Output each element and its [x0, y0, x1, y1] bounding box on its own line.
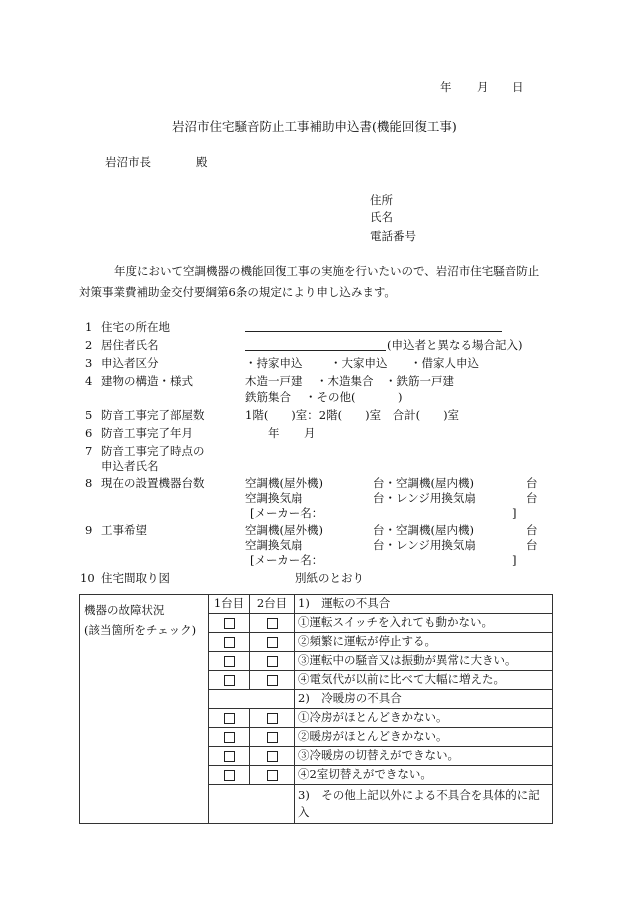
item-6-number: 6 — [85, 426, 93, 440]
addressee-honorific: 殿 — [196, 155, 208, 169]
malfunction-label: 機器の故障状況 — [84, 603, 165, 617]
checkbox-unit-2[interactable] — [267, 770, 278, 781]
item-7-number: 7 — [85, 444, 93, 458]
item-2-underline — [245, 350, 386, 351]
malfunction-status-table — [79, 594, 553, 824]
unit-1-cell — [209, 766, 250, 785]
item-8-maker-close: ] — [512, 506, 517, 520]
item-7-label-2: 申込者氏名 — [101, 459, 159, 473]
item-9-indoor-unit: 台・空調機(屋内機) — [373, 523, 474, 537]
section-empty-cell — [209, 690, 295, 709]
checkbox-unit-2[interactable] — [267, 637, 278, 648]
item-1-label: 住宅の所在地 — [101, 320, 170, 334]
item-8-outdoor-unit: 空調機(屋外機) — [245, 476, 323, 490]
item-4-option-other: ・その他( — [305, 390, 356, 404]
table-row-text: 2) 冷暖房の不具合 — [295, 690, 553, 709]
checkbox-unit-1[interactable] — [224, 675, 235, 686]
unit-1-cell — [209, 614, 250, 633]
applicant-phone-label: 電話番号 — [370, 229, 416, 243]
item-5-room-counts: 1階( )室：2階( )室 合計( )室 — [245, 408, 460, 422]
checkbox-unit-2[interactable] — [267, 732, 278, 743]
unit-1-cell — [209, 652, 250, 671]
item-8-number: 8 — [85, 476, 93, 490]
item-4-option-wood-collective: ・木造集合 — [316, 374, 374, 388]
item-7-label: 防音工事完了時点の — [101, 444, 205, 458]
checkbox-unit-2[interactable] — [267, 713, 278, 724]
item-9-range-hood: 台・レンジ用換気扇 — [373, 538, 476, 552]
item-5-label: 防音工事完了部屋数 — [101, 408, 205, 422]
checkbox-unit-1[interactable] — [224, 770, 235, 781]
checkbox-unit-1[interactable] — [224, 732, 235, 743]
unit-2-cell — [250, 671, 295, 690]
item-8-range-hood-count: 台 — [526, 491, 538, 505]
checkbox-unit-2[interactable] — [267, 656, 278, 667]
item-2-number: 2 — [85, 338, 93, 352]
unit-1-cell — [209, 709, 250, 728]
item-3-option-landlord: ・大家申込 — [330, 356, 388, 370]
item-8-label: 現在の設置機器台数 — [101, 476, 205, 490]
date-day: 日 — [512, 80, 524, 94]
item-9-ventilation-fan: 空調換気扇 — [245, 538, 303, 552]
item-9-range-hood-count: 台 — [526, 538, 538, 552]
item-3-number: 3 — [85, 356, 93, 370]
item-4-label: 建物の構造・様式 — [101, 374, 193, 388]
item-6-label: 防音工事完了年月 — [101, 426, 193, 440]
unit-2-cell — [250, 633, 295, 652]
item-10-value: 別紙のとおり — [295, 571, 364, 585]
item-6-year: 年 — [268, 426, 280, 440]
unit-2-cell — [250, 747, 295, 766]
unit-2-cell — [250, 728, 295, 747]
table-row-text: ③冷暖房の切替えができない。 — [295, 747, 553, 766]
checkbox-unit-2[interactable] — [267, 675, 278, 686]
item-4-option-other-close: ) — [398, 390, 403, 404]
checkbox-unit-1[interactable] — [224, 618, 235, 629]
table-row-text: ①冷房がほとんどきかない。 — [295, 709, 553, 728]
applicant-address-label: 住所 — [370, 193, 393, 207]
item-2-label: 居住者氏名 — [101, 338, 159, 352]
malfunction-label-cell — [80, 595, 209, 824]
table-row-text: ④2室切替えができない。 — [295, 766, 553, 785]
checkbox-unit-1[interactable] — [224, 656, 235, 667]
date-month: 月 — [477, 80, 489, 94]
item-4-option-wood-detached: 木造一戸建 — [245, 374, 303, 388]
unit-1-cell — [209, 747, 250, 766]
item-8-maker: [メーカー名： — [250, 506, 324, 520]
table-row-text: 3) その他上記以外による不具合を具体的に記入 — [295, 785, 553, 824]
table-row-text: ①運転スイッチを入れても動かない。 — [295, 614, 553, 633]
item-9-indoor-unit-count: 台 — [526, 523, 538, 537]
unit-2-cell — [250, 652, 295, 671]
table-row-text: ③運転中の騒音又は振動が異常に大きい。 — [295, 652, 553, 671]
item-5-number: 5 — [85, 408, 93, 422]
col-unit-2: 2台目 — [250, 595, 295, 614]
table-row-text: ②頻繁に運転が停止する。 — [295, 633, 553, 652]
intro-line-1: 年度において空調機器の機能回復工事の実施を行いたいので、岩沼市住宅騒音防止 — [114, 264, 540, 278]
item-9-maker-close: ] — [512, 553, 517, 567]
table-row-text: ④電気代が以前に比べて大幅に増えた。 — [295, 671, 553, 690]
checkbox-unit-1[interactable] — [224, 751, 235, 762]
section-empty-cell — [209, 785, 295, 824]
document-title: 岩沼市住宅騒音防止工事補助申込書(機能回復工事) — [172, 119, 457, 134]
item-10-number: 10 — [80, 571, 95, 585]
checkbox-unit-2[interactable] — [267, 751, 278, 762]
applicant-name-label: 氏名 — [370, 210, 393, 224]
checkbox-unit-2[interactable] — [267, 618, 278, 629]
checkbox-unit-1[interactable] — [224, 637, 235, 648]
item-9-maker: [メーカー名： — [250, 553, 324, 567]
item-8-indoor-unit-count: 台 — [526, 476, 538, 490]
addressee-name: 岩沼市長 — [105, 155, 151, 169]
unit-1-cell — [209, 633, 250, 652]
item-3-option-owner: ・持家申込 — [245, 356, 303, 370]
item-3-option-tenant: ・借家人申込 — [410, 356, 479, 370]
table-row-text: ②暖房がほとんどきかない。 — [295, 728, 553, 747]
intro-line-2: 対策事業費補助金交付要綱第6条の規定により申し込みます。 — [79, 285, 396, 299]
malfunction-sublabel: (該当箇所をチェック) — [84, 623, 197, 637]
item-9-outdoor-unit: 空調機(屋外機) — [245, 523, 323, 537]
date-year: 年 — [440, 80, 452, 94]
table-header-row — [80, 595, 553, 614]
checkbox-unit-1[interactable] — [224, 713, 235, 724]
col-unit-1: 1台目 — [209, 595, 250, 614]
item-4-number: 4 — [85, 374, 93, 388]
item-8-ventilation-fan: 空調換気扇 — [245, 491, 303, 505]
unit-1-cell — [209, 728, 250, 747]
item-1-underline — [245, 331, 502, 332]
unit-1-cell — [209, 671, 250, 690]
item-9-number: 9 — [85, 523, 93, 537]
table-row-text: 1) 運転の不具合 — [295, 595, 553, 614]
item-8-range-hood: 台・レンジ用換気扇 — [373, 491, 476, 505]
item-4-option-rc-collective: 鉄筋集合 — [245, 390, 291, 404]
item-8-indoor-unit: 台・空調機(屋内機) — [373, 476, 474, 490]
item-4-option-rc-detached: ・鉄筋一戸建 — [385, 374, 454, 388]
item-9-label: 工事希望 — [101, 523, 147, 537]
unit-2-cell — [250, 614, 295, 633]
unit-2-cell — [250, 709, 295, 728]
item-10-label: 住宅間取り図 — [101, 571, 170, 585]
item-2-note: (申込者と異なる場合記入) — [387, 338, 523, 352]
item-3-label: 申込者区分 — [101, 356, 159, 370]
item-1-number: 1 — [85, 320, 93, 334]
unit-2-cell — [250, 766, 295, 785]
item-6-month: 月 — [304, 426, 316, 440]
